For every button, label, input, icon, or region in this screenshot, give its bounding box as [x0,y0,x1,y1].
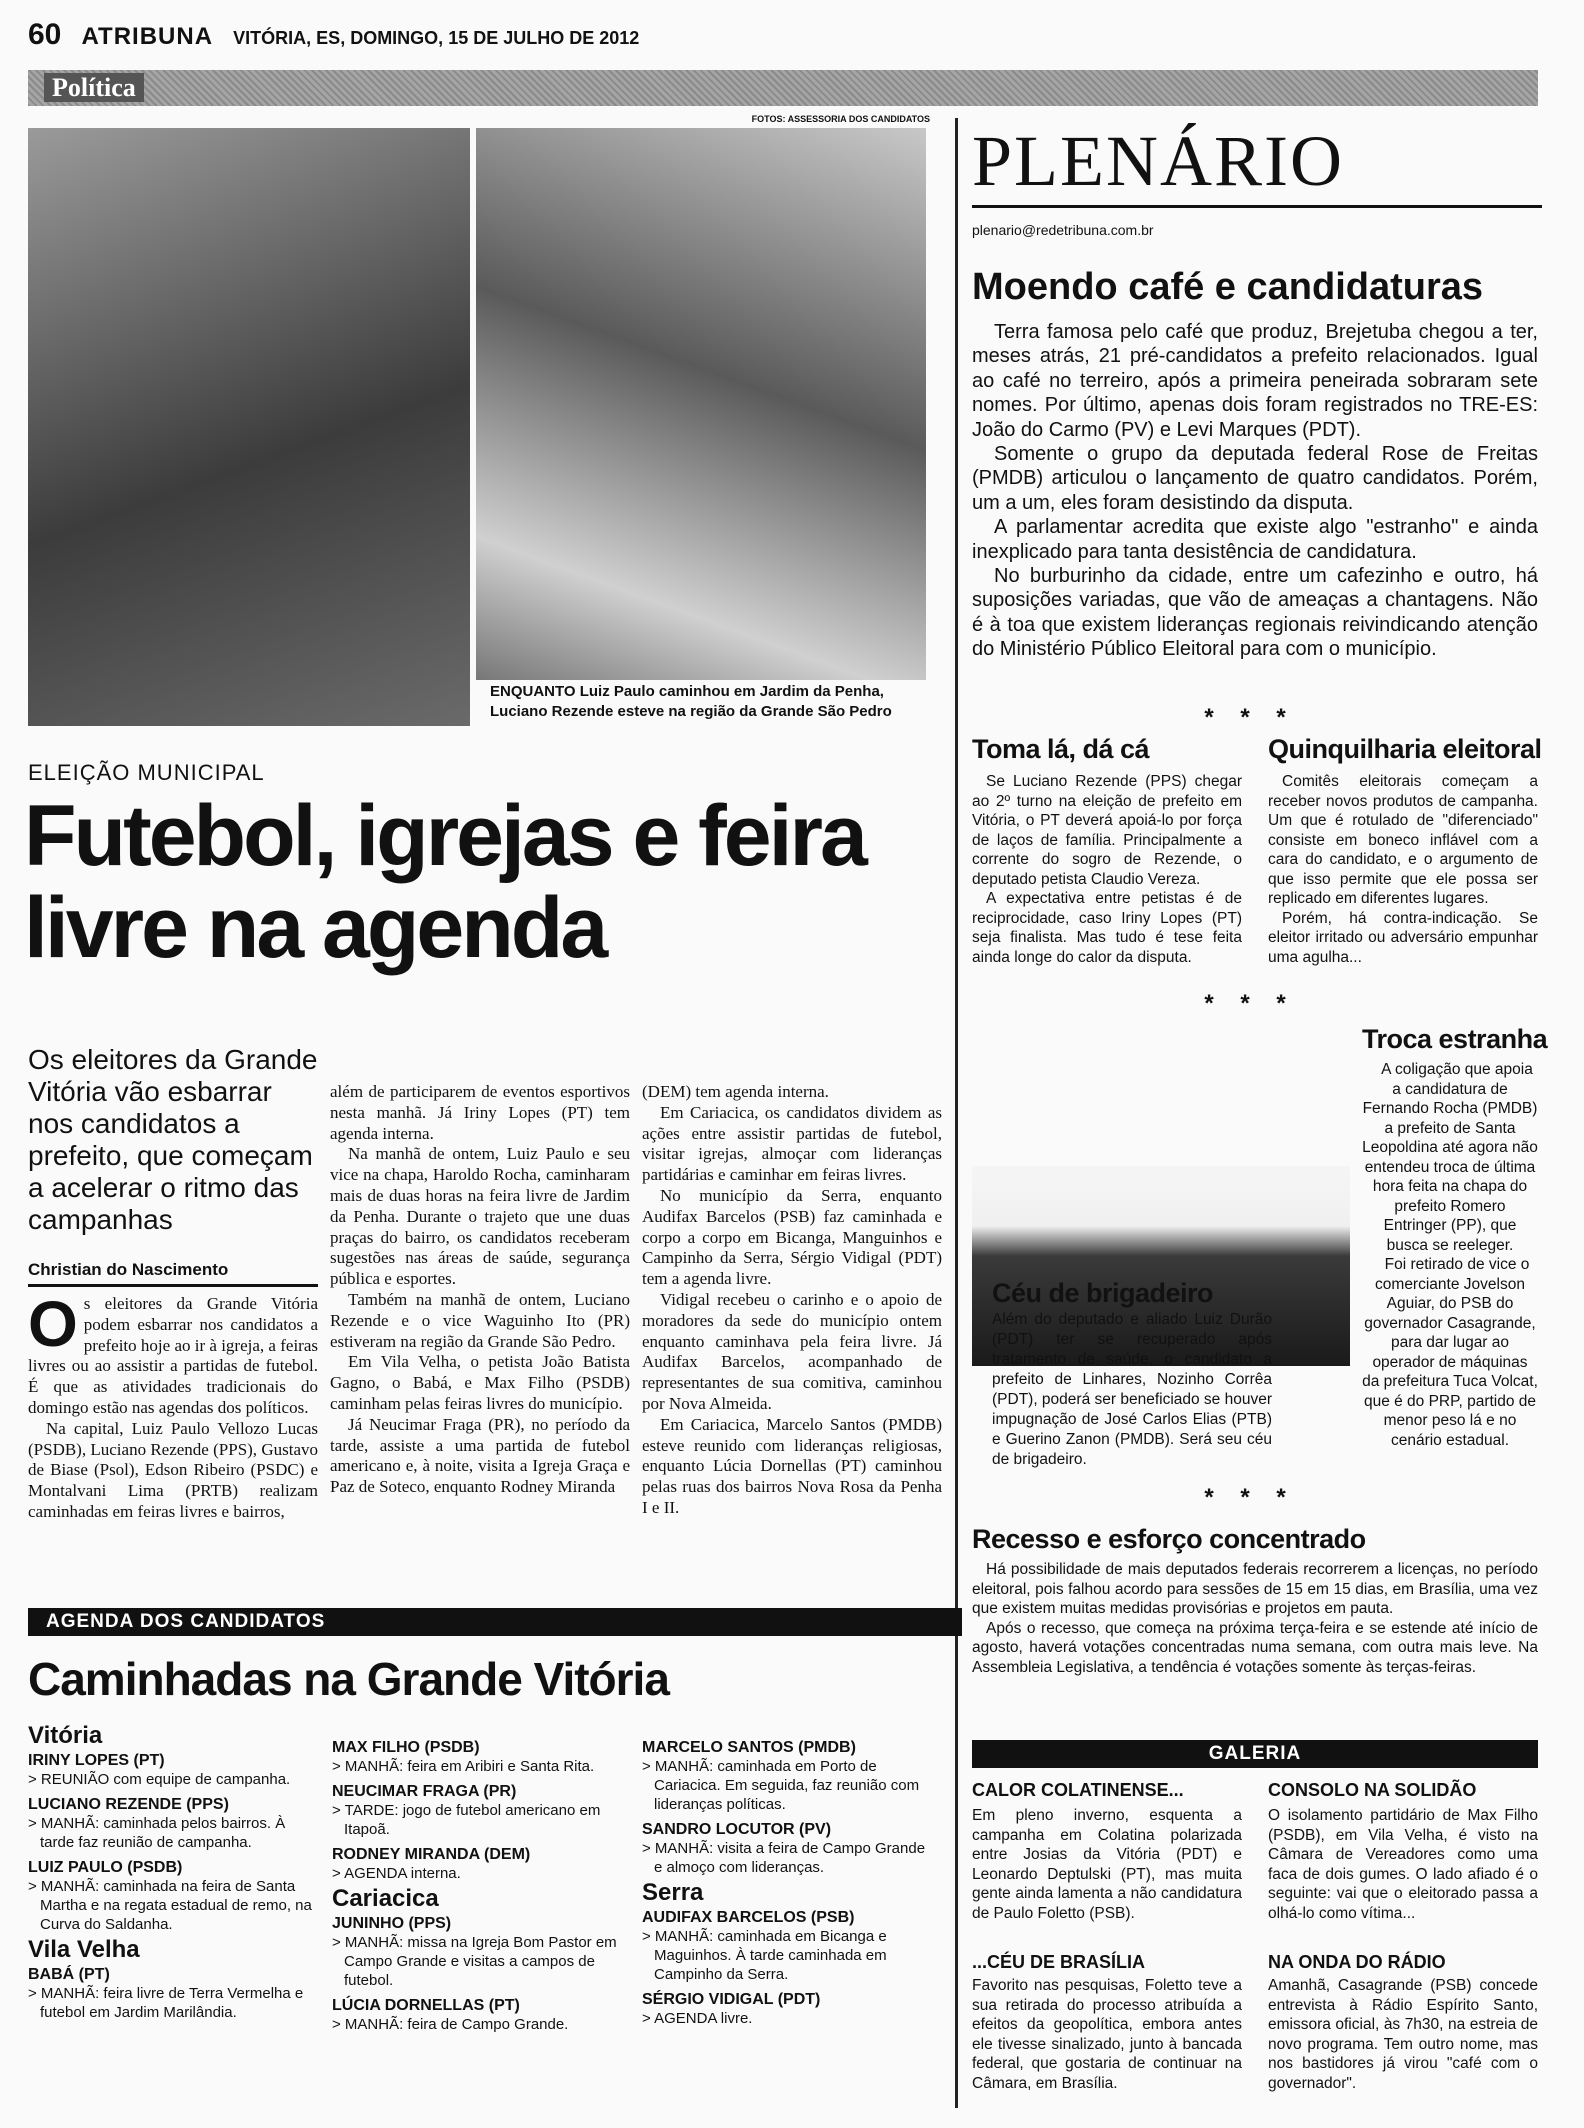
candidate-name: IRINY LOPES (PT) [28,1752,165,1769]
caption-text: Luiz Paulo caminhou em Jardim da Penha, Luciano Rezende esteve na região da Grande São Pedro [490,683,892,720]
paragraph: No burburinho da cidade, entre um cafezinho e outro, há suposições variadas, que vão de ameaças a chantagens. Não é à toa que existem lideranças regionais reivindicando atenção do Ministério Público Eleitoral para com o município. [972,565,1538,661]
paragraph: s eleitores da Grande Vitória podem esbarrar nos candidatos a prefeito hoje ao ir à igreja, a feiras livres ou ao assistir a partidas de futebol. É que as atividades tradicionais do domingo estão nas agendas dos políticos. [28,1294,318,1417]
column-title: PLENÁRIO [972,121,1344,201]
paragraph: No município da Serra, enquanto Audifax Barcelos (PSB) faz caminhada e corpo a corpo em Bicanga, Manguinhos e Campinho da Serra, Sérgio Vidigal (PDT) tem a agenda livre. [642,1185,942,1289]
candidate-agenda: > MANHÃ: feira em Aribiri e Santa Rita. [332,1758,595,1775]
note-heading: Recesso e esforço concentrado [972,1524,1366,1554]
city-heading: Cariacica [332,1885,439,1912]
agenda-title: Caminhadas na Grande Vitória [28,1653,669,1705]
paragraph: Após o recesso, que começa na próxima terça-feira e se estende até início de agosto, haverá votações concentradas numa semana, com outra mais leve. Na Assembleia Legislativa, a tendência é votações somente às terças-feiras. [972,1619,1538,1676]
candidate-agenda: > MANHÃ: missa na Igreja Bom Pastor em Campo Grande e visitas a campos de futebol. [332,1934,617,1989]
note-heading: Quinquilharia eleitoral [1268,734,1542,764]
candidate-agenda: > MANHÃ: feira livre de Terra Vermelha e futebol em Jardim Marilândia. [28,1985,304,2021]
candidate-agenda: > MANHÃ: visita a feira de Campo Grande e almoço com lideranças. [642,1840,926,1876]
story-kicker: ELEIÇÃO MUNICIPAL [28,760,265,785]
separator-stars: * * * [1204,704,1296,731]
candidate-name: SÉRGIO VIDIGAL (PDT) [642,1991,821,2008]
plenario-body [972,320,1538,662]
edition-date: VITÓRIA, ES, DOMINGO, 15 DE JULHO DE 2012 [233,28,640,48]
masthead [28,18,1558,58]
column-divider [955,118,958,2108]
candidate-agenda: > MANHÃ: caminhada pelos bairros. À tarde faz reunião de campanha. [28,1815,286,1851]
photo-credit: FOTOS: ASSESSORIA DOS CANDIDATOS [751,114,930,124]
candidate-name: NEUCIMAR FRAGA (PR) [332,1783,517,1800]
plenario-headline: Moendo café e candidaturas [972,266,1484,308]
photo-luiz-paulo [28,128,470,726]
paragraph: Na capital, Luiz Paulo Vellozo Lucas (PSDB), Luciano Rezende (PPS), Gustavo de Biase (Psol), Edson Ribeiro (PSDC) e Montalvani Lima (PRTB) realizam caminhadas em feiras livres e bairros, [28,1418,318,1521]
candidate-agenda: > AGENDA interna. [332,1865,461,1882]
note-heading: Céu de brigadeiro [992,1278,1214,1308]
title-rule [972,205,1542,208]
paragraph: Em Cariacica, Marcelo Santos (PMDB) esteve reunido com lideranças religiosas, enquanto Lúcia Dornellas (PT) caminhou pelas ruas dos bairros Nova Rosa da Penha I e II. [642,1414,942,1517]
column-email: plenario@redetribuna.com.br [972,222,1154,238]
galeria-body: Amanhã, Casagrande (PSB) concede entrevista à Rádio Espírito Santo, emissora oficial, às 7h30, na estreia de novo programa. Tem outro nome, mas nos bastidores já virou "café com o governador". [1268,1977,1538,2092]
note-body [1362,1060,1538,1450]
paragraph: (DEM) tem agenda interna. [642,1082,829,1101]
note-heading: Toma lá, dá cá [972,734,1150,764]
candidate-agenda: > MANHÃ: caminhada em Porto de Cariacica. Em seguida, faz reunião com lideranças políticas. [642,1758,920,1813]
candidate-name: SANDRO LOCUTOR (PV) [642,1821,832,1838]
paragraph: Se Luciano Rezende (PPS) chegar ao 2º turno na eleição de prefeito em Vitória, o PT deverá apoiá-lo por força de laços de família. Principalmente a corrente do sogro de Rezende, o deputado petista Claudio Vereza. [972,773,1242,888]
candidate-agenda: > TARDE: jogo de futebol americano em Itapoã. [332,1802,601,1838]
story-column-2 [330,1082,630,1498]
city-heading: Serra [642,1879,704,1906]
candidate-agenda: > MANHÃ: caminhada na feira de Santa Martha e na regata estadual de remo, na Curva do Saldanha. [28,1878,312,1933]
caption-lead: ENQUANTO [490,683,576,700]
note-body [972,1560,1538,1677]
candidate-name: LUIZ PAULO (PSDB) [28,1859,183,1876]
story-column-1 [28,1288,318,1523]
galeria-heading: CALOR COLATINENSE... [972,1780,1184,1800]
story-byline: Christian do Nascimento [28,1260,318,1287]
galeria-body: Favorito nas pesquisas, Foletto teve a sua retirada do processo atribuída a efeitos da geopolítica, embora antes ele tivesse sinalizado, junto à bancada federal, que gostaria de continuar na Câmara, em Brasília. [972,1977,1242,2092]
paragraph: Somente o grupo da deputada federal Rose de Freitas (PMDB) articulou o lançamento de quatro candidatos. Porém, um a um, eles foram desistindo da disputa. [972,443,1538,514]
paragraph: Comitês eleitorais começam a receber novos produtos de campanha. Um que é rotulado de "diferenciado" consiste em boneco inflável com a cara do candidato, e o argumento de que isso permite que ele possa ser replicado em diferentes lugares. [1268,773,1538,907]
candidate-name: AUDIFAX BARCELOS (PSB) [642,1909,855,1926]
section-bar [28,70,1538,106]
candidate-name: MAX FILHO (PSDB) [332,1739,480,1756]
agenda-column-2 [332,1732,622,2034]
candidate-agenda: > MANHÃ: caminhada em Bicanga e Maguinhos. À tarde caminhada em Campinho da Serra. [642,1928,887,1983]
candidate-name: RODNEY MIRANDA (DEM) [332,1846,531,1863]
paragraph: A coligação que apoia a candidatura de Fernando Rocha (PMDB) a prefeito de Santa Leopoldina até agora não entendeu troca de última hora feita na chapa do prefeito Romero Entringer (PP), que busca se reeleger. [1362,1061,1538,1254]
paragraph: Porém, há contra-indicação. Se eleitor irritado ou adversário empunhar uma agulha... [1268,909,1538,966]
page-number: 60 [28,18,62,51]
photo-luciano-rezende [476,128,926,680]
paragraph: Na manhã de ontem, Luiz Paulo e seu vice na chapa, Haroldo Rocha, caminharam mais de duas horas na feira livre de Jardim da Penha. Durante o trajeto que une duas praças do bairro, os candidatos receberam sugestões nas áreas de saúde, segurança pública e esportes. [330,1144,630,1289]
agenda-bar: AGENDA DOS CANDIDATOS [28,1608,962,1636]
separator-stars: * * * [1204,1484,1296,1511]
galeria-heading: CONSOLO NA SOLIDÃO [1268,1780,1477,1800]
paragraph: além de participarem de eventos esportivos nesta manhã. Já Iriny Lopes (PT) tem agenda interna. [330,1082,630,1143]
galeria-heading: NA ONDA DO RÁDIO [1268,1952,1446,1972]
separator-stars: * * * [1204,990,1296,1017]
paragraph: Em Cariacica, os candidatos dividem as ações entre assistir partidas de futebol, visitar igrejas, almoçar com lideranças partidárias e caminhar em feiras livres. [642,1102,942,1185]
note-body [972,772,1242,967]
story-column-3 [642,1082,942,1519]
galeria-body: Em pleno inverno, esquenta a campanha em Colatina polarizada entre Josias da Vitória (PDT) e Leonardo Deptulski (PT), mas muita gente ainda lamenta a não candidatura de Paulo Foletto (PSB). [972,1807,1242,1922]
story-deck: Os eleitores da Grande Vitória vão esbarrar nos candidatos a prefeito, que começam a acelerar o ritmo das campanhas [28,1044,318,1235]
photo-caption [490,682,930,722]
paragraph: Também na manhã de ontem, Luciano Rezende e o vice Waguinho Ito (PR) estiveram na região da Grande São Pedro. [330,1289,630,1351]
paragraph: Há possibilidade de mais deputados federais recorrerem a licenças, no período eleitoral, pois falhou acordo para sessões de 15 em 15 dias, em Brasília, uma vez que existem muitas medidas provisórias e projetos em pauta. [972,1561,1538,1617]
galeria-bar: GALERIA [972,1740,1538,1768]
section-label: Política [44,73,144,102]
city-heading: Vila Velha [28,1936,140,1963]
paragraph: Terra famosa pelo café que produz, Brejetuba chegou a ter, meses atrás, 21 pré-candidatos a prefeito relacionados. Igual ao café no terreiro, após a primeira peneirada sobraram sete nomes. Por último, apenas dois foram registrados no TRE-ES: João do Carmo (PV) e Levi Marques (PDT). [972,321,1538,441]
candidate-agenda: > MANHÃ: feira de Campo Grande. [332,2016,569,2033]
paragraph: Vidigal recebeu o carinho e o apoio de moradores da sede do município ontem enquanto caminhava pela feira livre. Já Audifax Barcelos, acompanhado de representantes de sua comitiva, caminhou por Nova Almeida. [642,1289,942,1413]
galeria-heading: ...CÉU DE BRASÍLIA [972,1952,1146,1972]
paragraph: A expectativa entre petistas é de reciprocidade, caso Iriny Lopes (PT) seja finalista. Mas tudo é tese feita ainda longe do calor da disputa. [972,890,1242,966]
galeria-body: O isolamento partidário de Max Filho (PSDB), em Vila Velha, é visto na Câmara de Vereadores como uma faca de dois gumes. O lado afiado é o seguinte: vai que o eleitorado passa a olhá-lo como vítima... [1268,1807,1538,1922]
note-body: Além do deputado e aliado Luiz Durão (PDT) ter se recuperado após tratamento de saúde, o candidato a prefeito de Linhares, Nozinho Corrêa (PDT), poderá ser beneficiado se houver impugnação de José Carlos Elias (PTB) e Guerino Zanon (PMDB). Será seu céu de brigadeiro. [992,1311,1273,1468]
paragraph: Foi retirado de vice o comerciante Jovelson Aguiar, do PSB do governador Casagrande, para dar lugar ao operador de máquinas da prefeitura Tuca Volcat, que é do PRP, partido de menor peso lá e no cenário estadual. [1362,1256,1538,1449]
story-headline: Futebol, igrejas e feira livre na agenda [24,788,865,976]
candidate-name: LÚCIA DORNELLAS (PT) [332,1997,520,2014]
paragraph: A parlamentar acredita que existe algo "estranho" e ainda inexplicado para tanta desistência de candidatura. [972,516,1538,563]
agenda-column-1 [28,1720,318,2022]
paragraph: Em Vila Velha, o petista João Batista Gagno, o Babá, e Max Filho (PSDB) caminham pelas feiras livres do município. [330,1352,630,1413]
city-heading: Vitória [28,1722,103,1749]
candidate-name: MARCELO SANTOS (PMDB) [642,1739,856,1756]
candidate-agenda: > AGENDA livre. [642,2010,753,2027]
candidate-agenda: > REUNIÃO com equipe de campanha. [28,1771,291,1788]
note-body [1268,772,1538,967]
candidate-name: BABÁ (PT) [28,1966,110,1983]
candidate-name: JUNINHO (PPS) [332,1915,452,1932]
agenda-column-3 [642,1732,932,2028]
dropcap: O [28,1288,78,1360]
newspaper-brand: ATRIBUNA [81,23,214,50]
note-heading: Troca estranha [1362,1024,1548,1054]
paragraph: Já Neucimar Fraga (PR), no período da tarde, assiste a uma partida de futebol americano e, à noite, visita a Igreja Graça e Paz de Soteco, enquanto Rodney Miranda [330,1414,630,1497]
candidate-name: LUCIANO REZENDE (PPS) [28,1796,229,1813]
